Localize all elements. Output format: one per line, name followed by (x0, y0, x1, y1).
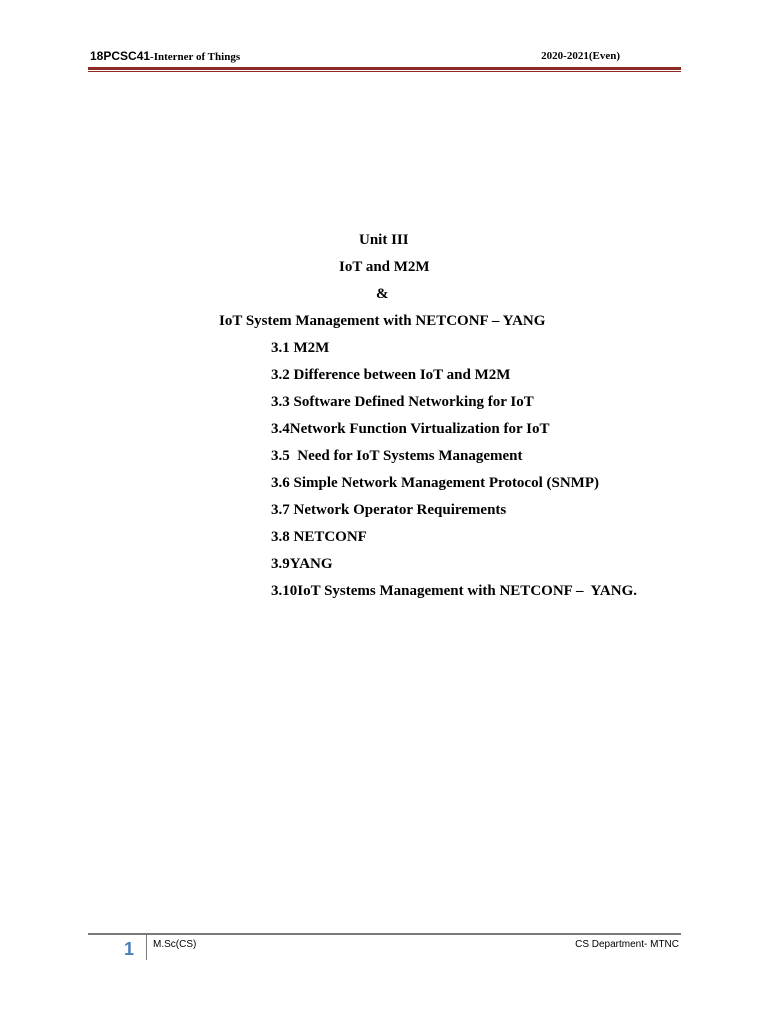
footer-divider (146, 935, 147, 960)
topic-item: 3.4Network Function Virtualization for IoT (271, 421, 550, 437)
topic-item: 3.6 Simple Network Management Protocol (SNMP) (271, 475, 599, 491)
topic-item: 3.8 NETCONF (271, 529, 367, 545)
topic-item: 3.5 Need for IoT Systems Management (271, 448, 523, 464)
footer-rule (88, 933, 681, 935)
page-header (90, 48, 680, 64)
heading-line-2: & (376, 286, 389, 302)
course-code: 18PCSC41 (90, 49, 151, 63)
topic-item: 3.9YANG (271, 556, 333, 572)
topic-item: 3.7 Network Operator Requirements (271, 502, 507, 518)
academic-year: 2020-2021(Even) (541, 50, 620, 62)
topic-item: 3.1 M2M (271, 340, 330, 356)
footer-degree: M.Sc(CS) (153, 939, 197, 950)
course-label (90, 48, 240, 65)
topic-item: 3.3 Software Defined Networking for IoT (271, 394, 534, 410)
page-number: 1 (124, 939, 135, 959)
topic-list (271, 335, 637, 605)
footer-department: CS Department- MTNC (575, 939, 679, 950)
course-title: -Interner of Things (150, 51, 241, 63)
topic-item: 3.2 Difference between IoT and M2M (271, 367, 511, 383)
header-rule-thin (88, 71, 681, 72)
heading-line-3: IoT System Management with NETCONF – YANG (219, 313, 546, 329)
topic-item: 3.10IoT Systems Management with NETCONF – YANG. (271, 583, 637, 599)
heading-line-1: IoT and M2M (339, 259, 430, 275)
unit-title: Unit III (359, 232, 409, 248)
header-rule-thick (88, 67, 681, 70)
